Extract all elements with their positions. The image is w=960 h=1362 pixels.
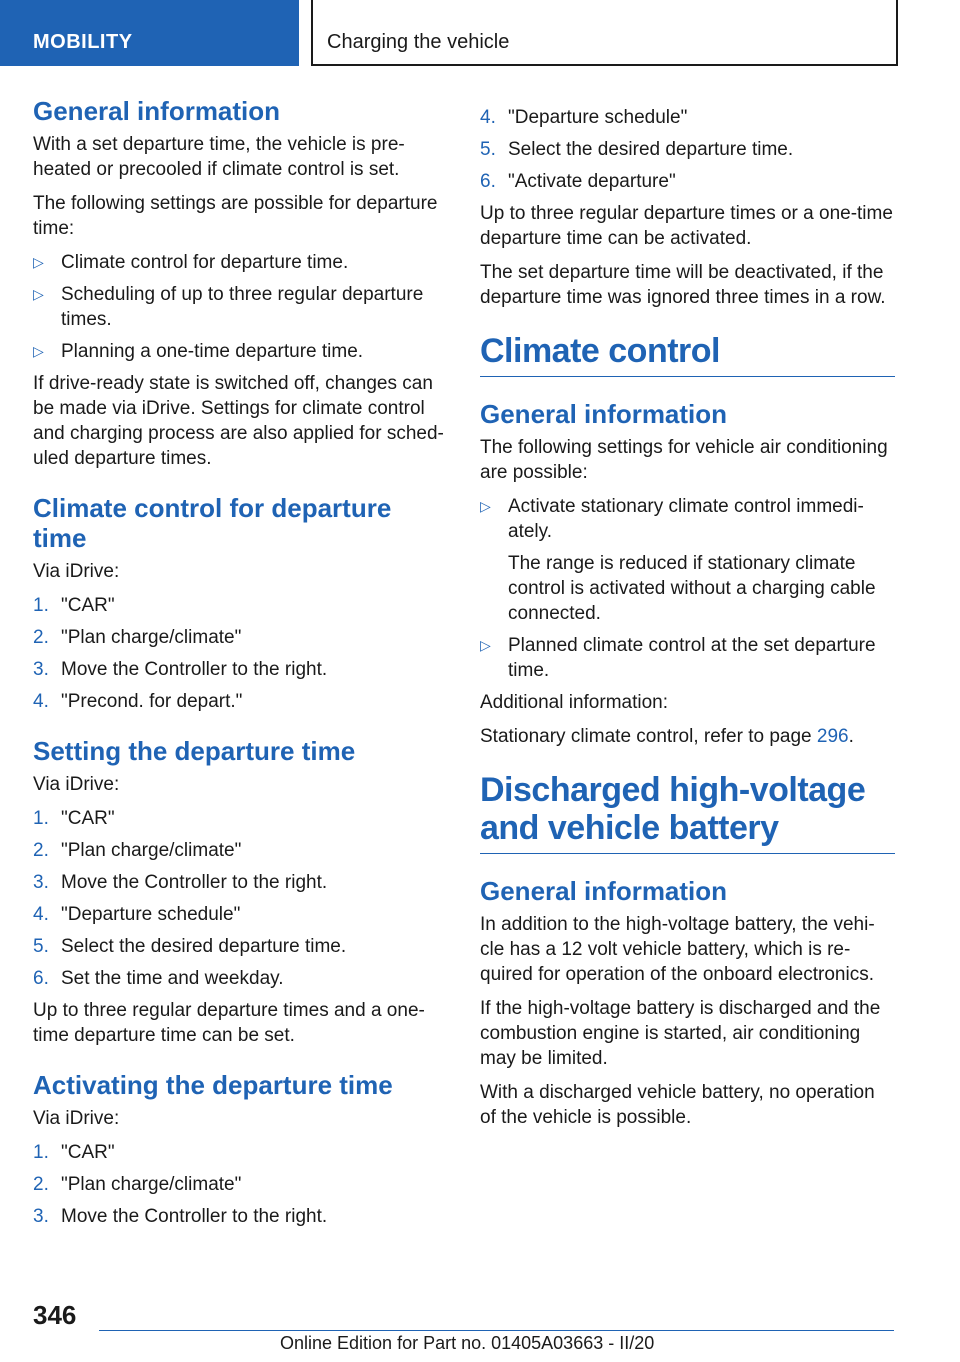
list-item: 2. "Plan charge/climate" [33, 1174, 242, 1195]
header-section-tab [0, 0, 299, 66]
paragraph: The following settings for vehicle air conditioning are possible: [480, 437, 888, 483]
right-column [480, 96, 895, 1139]
triangle-bullet-icon: ▷ [33, 343, 44, 359]
list-item: ▷ Scheduling of up to three regular departure times. [33, 284, 424, 330]
triangle-bullet-icon: ▷ [33, 286, 44, 302]
list-item: 3. Move the Controller to the right. [33, 1206, 328, 1227]
list-item: 4. "Departure schedule" [480, 107, 688, 128]
bullet-list [33, 250, 448, 364]
list-item: 1. "CAR" [33, 595, 115, 616]
list-item: 4. "Precond. for depart." [33, 691, 243, 712]
list-item: 1. "CAR" [33, 808, 115, 829]
step-list [33, 1140, 448, 1229]
paragraph: The following settings are possible for departure time: [33, 193, 438, 239]
triangle-bullet-icon: ▷ [33, 254, 44, 270]
step-list-continued [480, 105, 895, 194]
paragraph: Via iDrive: [33, 774, 120, 795]
header-chapter-box [311, 0, 898, 66]
heading-general-information: General information [33, 96, 281, 126]
list-item: 3. Move the Controller to the right. [33, 872, 328, 893]
paragraph: If drive-ready state is switched off, changes can be made via iDrive. Settings for climate control and charging process are also applied for sched-uled departure times. [33, 373, 444, 469]
header-section-label: MOBILITY [33, 31, 133, 53]
page-reference-link[interactable]: 296 [816, 726, 849, 747]
chapter-heading-discharged-battery: Discharged high-voltage and vehicle battery [480, 771, 895, 854]
paragraph: Up to three regular departure times and a one-time departure time can be set. [33, 1000, 425, 1046]
heading-setting-departure-time: Setting the departure time [33, 736, 356, 766]
paragraph-page-reference: Stationary climate control, refer to page 296. [480, 726, 854, 747]
list-item: 1. "CAR" [33, 1142, 115, 1163]
list-item: 6. Set the time and weekday. [33, 968, 284, 989]
list-item: 6. "Activate departure" [480, 171, 676, 192]
list-item: 2. "Plan charge/climate" [33, 840, 242, 861]
header-chapter-label: Charging the vehicle [327, 31, 510, 53]
list-item: 2. "Plan charge/climate" [33, 627, 242, 648]
footer-edition: Online Edition for Part no. 01405A03663 - II/20 [280, 1333, 655, 1353]
triangle-bullet-icon: ▷ [480, 498, 491, 514]
list-item: ▷ Activate stationary climate control immedi-ately. The range is reduced if stationary climate control is activated without a charging cable connected. [480, 496, 876, 624]
heading-general-information: General information [480, 876, 728, 906]
list-item: 4. "Departure schedule" [33, 904, 241, 925]
paragraph: Via iDrive: [33, 561, 120, 582]
list-item: ▷ Climate control for departure time. [33, 252, 349, 273]
paragraph: With a discharged vehicle battery, no operation of the vehicle is possible. [480, 1082, 875, 1128]
chapter-heading-climate-control: Climate control [480, 332, 895, 377]
list-item: 5. Select the desired departure time. [480, 139, 794, 160]
paragraph: With a set departure time, the vehicle is pre-heated or precooled if climate control is set. [33, 134, 405, 180]
list-item: ▷ Planning a one-time departure time. [33, 341, 364, 362]
list-item: 5. Select the desired departure time. [33, 936, 347, 957]
footer-divider [99, 1330, 894, 1331]
heading-climate-control-departure: Climate control for departure time [33, 493, 392, 553]
paragraph: Via iDrive: [33, 1108, 120, 1129]
step-list [33, 806, 448, 991]
triangle-bullet-icon: ▷ [480, 637, 491, 653]
page-number: 346 [33, 1300, 77, 1330]
step-list [33, 593, 448, 714]
paragraph: In addition to the high-voltage battery, the vehi-cle has a 12 volt vehicle battery, which is re-quired for operation of the onboard electronics. [480, 914, 875, 985]
bullet-list [480, 494, 895, 683]
paragraph: Up to three regular departure times or a one-time departure time can be activated. [480, 203, 893, 249]
list-item: ▷ Planned climate control at the set departure time. [480, 635, 876, 681]
paragraph: If the high-voltage battery is discharged and the combustion engine is started, air conditioning may be limited. [480, 998, 881, 1069]
paragraph: The set departure time will be deactivated, if the departure time was ignored three times in a row. [480, 262, 886, 308]
heading-activating-departure-time: Activating the departure time [33, 1070, 393, 1100]
paragraph: Additional information: [480, 692, 668, 713]
left-column [33, 96, 448, 1236]
heading-general-information: General information [480, 399, 728, 429]
list-item: 3. Move the Controller to the right. [33, 659, 328, 680]
